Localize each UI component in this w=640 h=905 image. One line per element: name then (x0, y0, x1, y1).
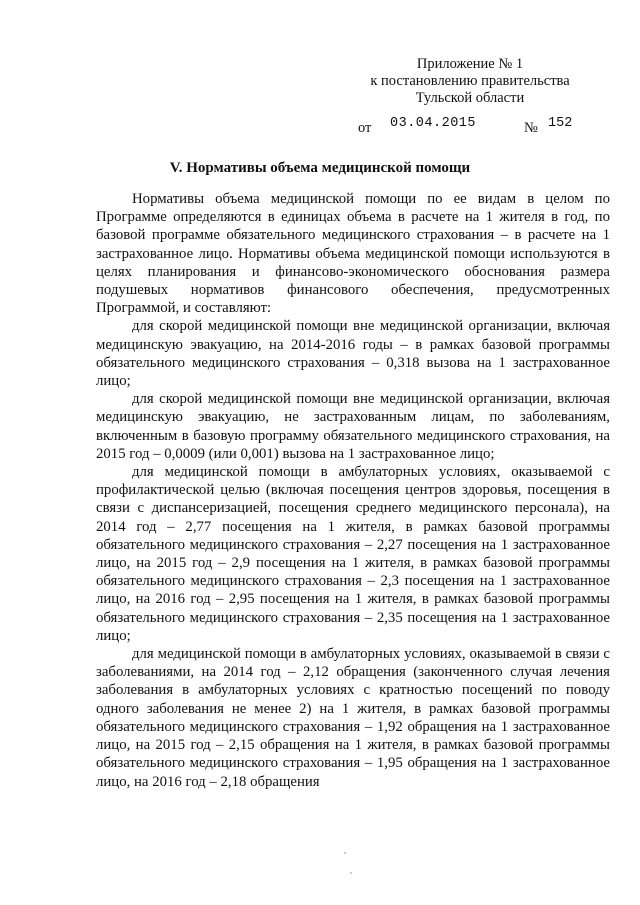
appendix-title: Приложение № 1 (416, 56, 524, 72)
scan-speck (344, 852, 346, 854)
paragraph-outpatient-preventive: для медицинской помощи в амбулаторных условиях, оказываемой с профилактической целью (включая посещения центров здоровья, посещения в связи с диспансеризацией, посещения среднего медицинского персонала), на 2014 год – 2,77 посещения на 1 жителя, в рамках базовой программы обязательного медицинского страхования – 2,27 посещения на 1 застрахованное лицо, на 2015 год – 2,9 посещения на 1 жителя, в рамках базовой программы обязательного медицинского страхования – 2,3 посещения на 1 застрахованное лицо, на 2016 год – 2,95 посещения на 1 жителя, в рамках базовой программы обязательного медицинского страхования – 2,35 посещения на 1 застрахованное лицо; (96, 464, 610, 644)
appendix-reference: к постановлению правительства (370, 73, 570, 89)
appendix-block (350, 56, 590, 107)
resolution-number: 152 (548, 116, 573, 131)
appendix-region: Тульской области (415, 90, 525, 106)
paragraph-outpatient-disease: для медицинской помощи в амбулаторных условиях, оказываемой в связи с заболеваниями, на 2014 год – 2,12 обращения (законченного случая лечения заболевания в амбулаторных условиях с кратностью посещений по поводу одного заболевания не менее 2) на 1 жителя, в рамках базовой программы обязательного медицинского страхования – 1,92 обращения на 1 застрахованное лицо, на 2015 год – 2,15 обращения на 1 жителя, в рамках базовой программы обязательного медицинского страхования – 1,95 обращения на 1 застрахованное лицо, на 2016 год – 2,18 обращения (96, 646, 610, 790)
section-heading: V. Нормативы объема медицинской помощи (169, 160, 471, 176)
paragraph-intro: Нормативы объема медицинской помощи по ее видам в целом по Программе определяются в единицах объема в расчете на 1 жителя в год, по базовой программе обязательного медицинского страхования – в расчете на 1 застрахованное лицо. Нормативы объема медицинской помощи используются в целях планирования и финансово-экономического обоснования размера подушевых нормативов финансового обеспечения, предусмотренных Программой, и составляют: (96, 191, 610, 317)
number-label: № (524, 120, 538, 136)
resolution-date: 03.04.2015 (390, 116, 477, 131)
paragraph-emergency-insured: для скорой медицинской помощи вне медицинской организации, включая медицинскую эвакуацию, на 2014-2016 годы – в рамках базовой программы обязательного медицинского страхования – 0,318 вызова на 1 застрахованное лицо; (96, 318, 610, 390)
paragraph-emergency-uninsured: для скорой медицинской помощи вне медицинской организации, включая медицинскую эвакуацию, не застрахованным лицам, по заболеваниям, включенным в базовую программу обязательного медицинского страхования, на 2015 год – 0,0009 (или 0,001) вызова на 1 застрахованное лицо; (96, 391, 610, 462)
date-label: от (358, 120, 372, 136)
section-body (96, 190, 610, 791)
scan-speck (350, 872, 352, 874)
resolution-meta (358, 116, 598, 136)
